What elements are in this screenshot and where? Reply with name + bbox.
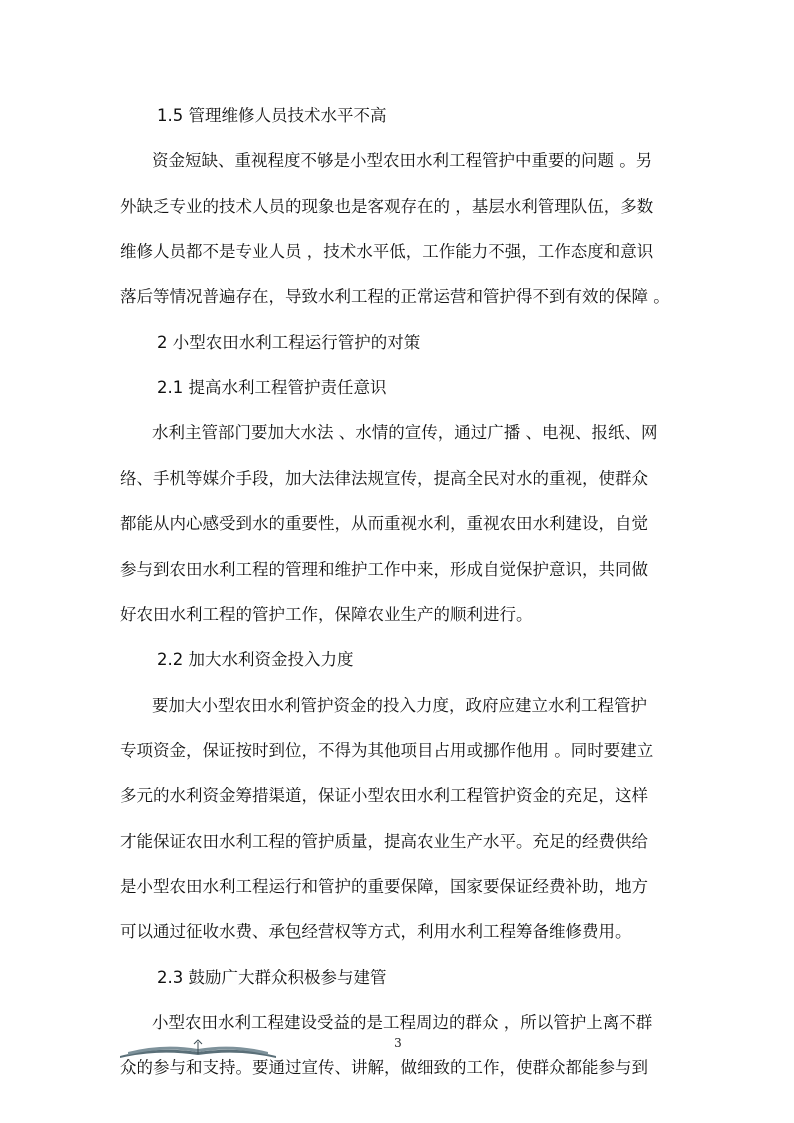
paragraph-line: 络、手机等媒介手段，加大法律法规宣传，提高全民对水的重视，使群众 <box>120 469 648 488</box>
page-number: 3 <box>394 1036 402 1050</box>
paragraph-line: 专项资金，保证按时到位，不得为其他项目占用或挪作他用 。同时要建立 <box>120 741 654 760</box>
paragraph-line: 小型农田水利工程建设受益的是工程周边的群众 ，所以管护上离不群 <box>152 1013 653 1032</box>
section-heading-2-3: 2.3 鼓励广大群众积极参与建管 <box>157 968 387 987</box>
paragraph-line: 落后等情况普遍存在，导致水利工程的正常运营和管护得不到有效的保障 。 <box>120 287 670 306</box>
paragraph-line: 水利主管部门要加大水法 、水情的宣传，通过广播 、电视、报纸、网 <box>152 423 658 442</box>
paragraph-line: 好农田水利工程的管护工作，保障农业生产的顺利进行。 <box>120 605 533 624</box>
section-heading-1-5: 1.5 管理维修人员技术水平不高 <box>157 106 387 125</box>
paragraph-line: 资金短缺、重视程度不够是小型农田水利工程管护中重要的问题 。另 <box>152 151 653 170</box>
paragraph-line: 维修人员都不是专业人员 ，技术水平低，工作能力不强，工作态度和意识 <box>120 242 654 261</box>
paragraph-line: 要加大小型农田水利管护资金的投入力度，政府应建立水利工程管护 <box>152 696 647 715</box>
paragraph-line: 都能从内心感受到水的重要性，从而重视水利，重视农田水利建设，自觉 <box>120 514 648 533</box>
paragraph-line: 多元的水利资金筹措渠道，保证小型农田水利工程管护资金的充足，这样 <box>120 786 648 805</box>
section-heading-2-2: 2.2 加大水利资金投入力度 <box>157 650 354 669</box>
paragraph-line: 是小型农田水利工程运行和管护的重要保障，国家要保证经费补助，地方 <box>120 877 648 896</box>
paragraph-line: 参与到农田水利工程的管理和维护工作中来，形成自觉保护意识，共同做 <box>120 560 648 579</box>
section-heading-2-1: 2.1 提高水利工程管护责任意识 <box>157 378 387 397</box>
section-heading-2: 2 小型农田水利工程运行管护的对策 <box>157 333 421 352</box>
open-book-icon <box>118 1036 278 1060</box>
paragraph-line: 众的参与和支持。要通过宣传、讲解，做细致的工作，使群众都能参与到 <box>120 1058 648 1077</box>
paragraph-line: 可以通过征收水费、承包经营权等方式，利用水利工程筹备维修费用。 <box>120 922 632 941</box>
paragraph-line: 外缺乏专业的技术人员的现象也是客观存在的 ，基层水利管理队伍，多数 <box>120 197 654 216</box>
paragraph-line: 才能保证农田水利工程的管护质量，提高农业生产水平。充足的经费供给 <box>120 832 648 851</box>
